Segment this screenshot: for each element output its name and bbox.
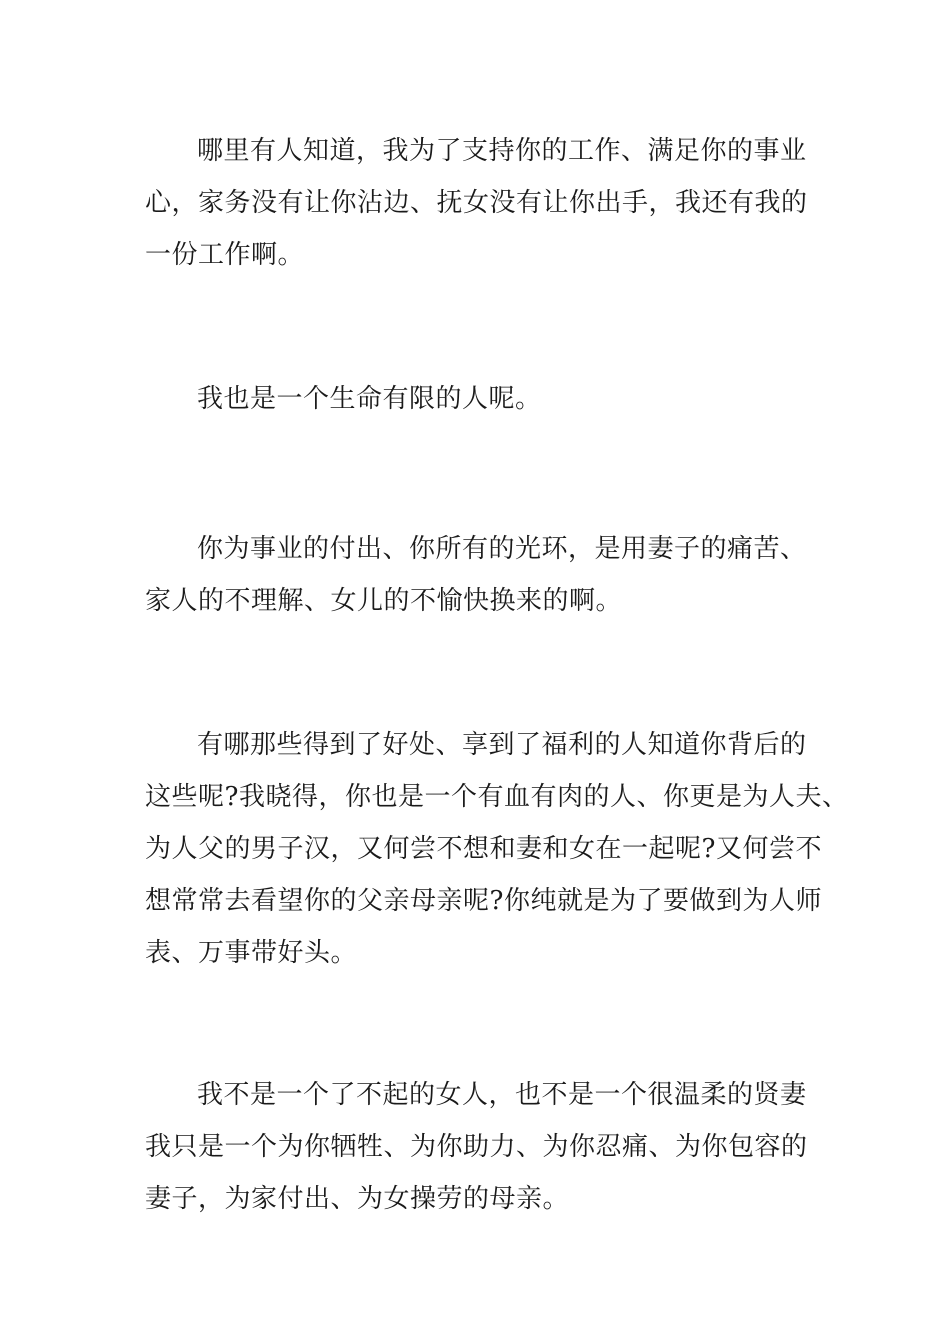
paragraph-line: 妻子，为家付出、为女操劳的母亲。 bbox=[145, 1184, 570, 1214]
paragraph-line: 我也是一个生命有限的人呢。 bbox=[197, 384, 542, 414]
paragraph-5 bbox=[145, 1069, 815, 1225]
paragraph-3 bbox=[145, 523, 815, 627]
paragraph-line: 想常常去看望你的父亲母亲呢?你纯就是为了要做到为人师 bbox=[145, 886, 822, 916]
paragraph-line: 有哪那些得到了好处、享到了福利的人知道你背后的 bbox=[197, 730, 807, 760]
paragraph-line: 表、万事带好头。 bbox=[145, 938, 358, 968]
paragraph-line: 我不是一个了不起的女人，也不是一个很温柔的贤妻 bbox=[197, 1080, 807, 1110]
paragraph-line: 这些呢?我晓得，你也是一个有血有肉的人、你更是为人夫、 bbox=[145, 782, 849, 812]
paragraph-line: 一份工作啊。 bbox=[145, 240, 305, 270]
paragraph-4 bbox=[145, 719, 849, 979]
paragraph-1 bbox=[145, 125, 815, 281]
paragraph-line: 哪里有人知道，我为了支持你的工作、满足你的事业 bbox=[197, 136, 807, 166]
paragraph-line: 心，家务没有让你沾边、抚女没有让你出手，我还有我的 bbox=[145, 188, 808, 218]
paragraph-line: 你为事业的付出、你所有的光环，是用妻子的痛苦、 bbox=[197, 534, 807, 564]
paragraph-line: 为人父的男子汉，又何尝不想和妻和女在一起呢?又何尝不 bbox=[145, 834, 822, 864]
paragraph-line: 我只是一个为你牺牲、为你助力、为你忍痛、为你包容的 bbox=[145, 1132, 808, 1162]
paragraph-line: 家人的不理解、女儿的不愉快换来的啊。 bbox=[145, 586, 623, 616]
paragraph-2 bbox=[145, 373, 815, 425]
